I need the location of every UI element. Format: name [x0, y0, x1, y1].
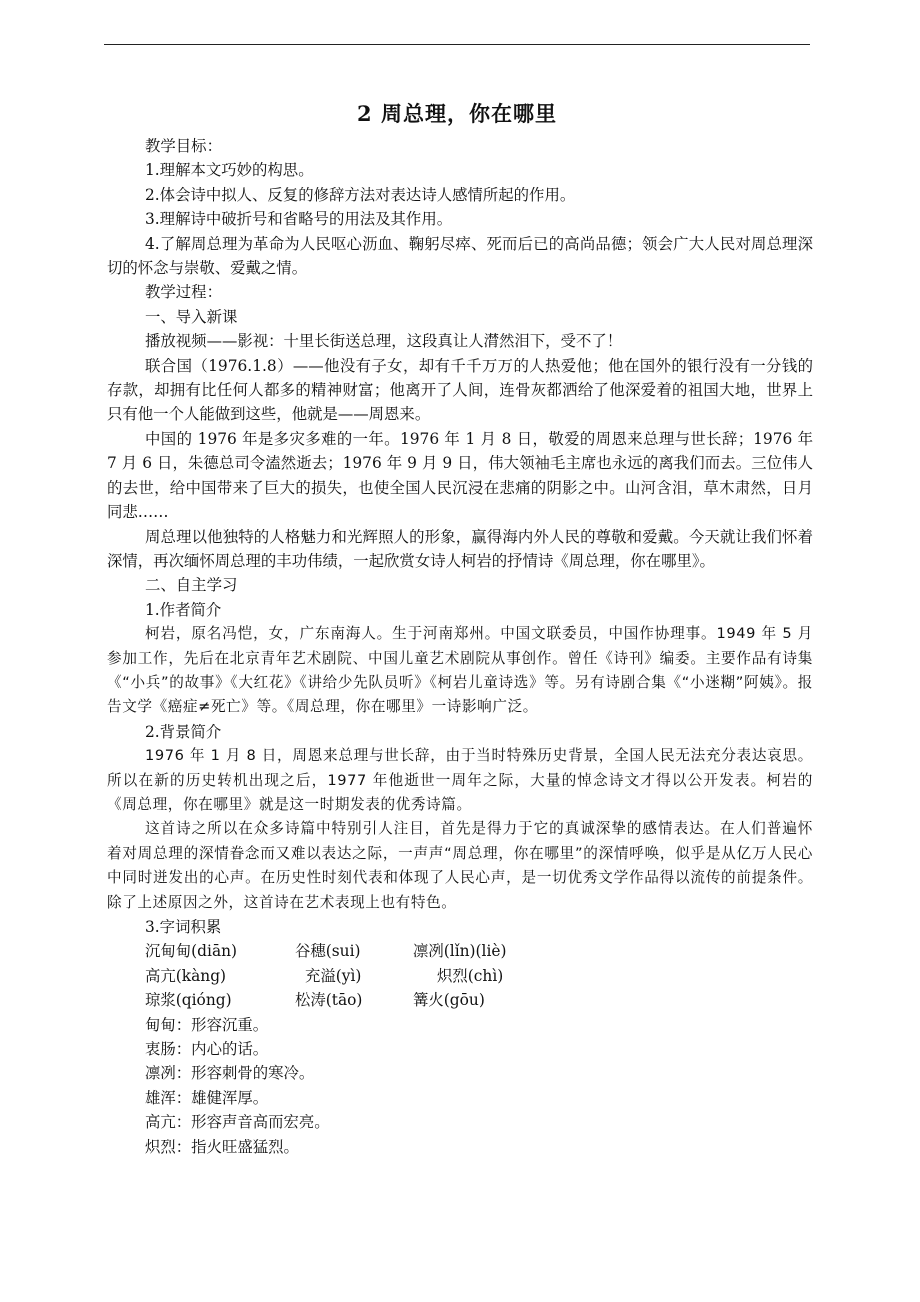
definition-item: 凛冽：形容刺骨的寒冷。 — [145, 1064, 315, 1083]
goal-item: 1.理解本文巧妙的构思。 — [145, 161, 314, 180]
vocab-word: 充溢(yì) — [305, 966, 362, 985]
vocab-word: 沉甸甸(diān) — [145, 942, 238, 961]
definition-item: 甸甸：形容沉重。 — [145, 1015, 269, 1034]
intro-paragraph: 播放视频——影视：十里长街送总理，这段真让人潸然泪下，受不了！ — [145, 332, 623, 351]
background-heading: 2.背景简介 — [145, 722, 222, 741]
intro-paragraph: 周总理以他独特的人格魅力和光辉照人的形象，赢得海内外人民的尊敬和爱戴。今天就让我们怀着深情，再次缅怀周总理的丰功伟绩，一起欣赏女诗人柯岩的抒情诗《周总理，你在哪里》。 — [107, 527, 813, 570]
vocab-row — [107, 939, 813, 963]
page-title: 2 周总理，你在哪里 — [357, 101, 557, 126]
vocab-word: 谷穗(sui) — [295, 942, 361, 961]
definition-item: 衷肠：内心的话。 — [145, 1040, 269, 1059]
background-paragraph: 1976 年 1 月 8 日，周恩来总理与世长辞，由于当时特殊历史背景，全国人民无法充分表达哀思。所以在新的历史转机出现之后，1977 年他逝世一周年之际，大量的悼念诗文才得以公开发表。柯岩的《周总理，你在哪里》就是这一时期发表的优秀诗篇。 — [107, 747, 813, 813]
goal-item: 2.体会诗中拟人、反复的修辞方法对表达诗人感情所起的作用。 — [145, 185, 576, 204]
section1-heading: 一、导入新课 — [145, 307, 238, 326]
process-heading: 教学过程： — [145, 283, 222, 302]
vocab-word: 篝火(gōu) — [413, 991, 485, 1010]
author-heading: 1.作者简介 — [145, 600, 222, 619]
background-paragraph: 这首诗之所以在众多诗篇中特别引人注目，首先是得力于它的真诚深挚的感情表达。在人们普遍怀着对周总理的深情眷念而又难以表达之际，一声声“周总理，你在哪里”的深情呼唤，似乎是从亿万人民心中同时迸发出的心声。在历史性时刻代表和体现了人民心声，是一切优秀文学作品得以流传的前提条件。除了上述原因之外，这首诗在艺术表现上也有特色。 — [107, 820, 813, 911]
intro-paragraph: 联合国（1976.1.8）——他没有子女，却有千千万万的人热爱他；他在国外的银行没有一分钱的存款，却拥有比任何人都多的精神财富；他离开了人间，连骨灰都洒给了他深爱着的祖国大地，世界上只有他一个人能做到这些，他就是——周恩来。 — [107, 356, 813, 424]
author-paragraph: 柯岩，原名冯恺，女，广东南海人。生于河南郑州。中国文联委员，中国作协理事。1949 年 5 月参加工作，先后在北京青年艺术剧院、中国儿童艺术剧院从事创作。曾任《诗刊》编委。主要作品有诗集《“小兵”的故事》《大红花》《讲给少先队员听》《柯岩儿童诗选》等。另有诗剧合集《“小迷糊”阿姨》。报告文学《癌症≠死亡》等。《周总理，你在哪里》一诗影响广泛。 — [107, 625, 813, 716]
vocab-row — [107, 988, 813, 1012]
document-body — [107, 134, 813, 1159]
vocab-word: 高亢(kàng) — [145, 966, 227, 985]
intro-paragraph: 中国的 1976 年是多灾多难的一年。1976 年 1 月 8 日，敬爱的周恩来总理与世长辞；1976 年 7 月 6 日，朱德总司令溘然逝去；1976 年 9 月 9 日，伟大领袖毛主席也永远的离我们而去。三位伟人的去世，给中国带来了巨大的损失，也使全国人民沉浸在悲痛的阴影之中。山河含泪，草木肃然，日月同悲…… — [107, 429, 813, 522]
vocab-row — [107, 964, 813, 988]
section2-heading: 二、自主学习 — [145, 576, 238, 595]
vocab-word: 松涛(tāo) — [295, 991, 363, 1010]
vocab-word: 炽烈(chì) — [437, 966, 504, 985]
vocab-heading: 3.字词积累 — [145, 918, 222, 936]
goal-item: 4.了解周总理为革命为人民呕心沥血、鞠躬尽瘁、死而后已的高尚品德；领会广大人民对周总理深切的怀念与崇敬、爱戴之情。 — [107, 234, 813, 278]
definition-item: 高亢：形容声音高而宏亮。 — [145, 1113, 330, 1132]
goal-item: 3.理解诗中破折号和省略号的用法及其作用。 — [145, 210, 453, 229]
definition-item: 炽烈：指火旺盛猛烈。 — [145, 1137, 299, 1156]
vocab-word: 凛冽(lǐn)(liè) — [413, 942, 507, 961]
goals-heading: 教学目标： — [145, 137, 222, 155]
definition-item: 雄浑：雄健浑厚。 — [145, 1088, 269, 1107]
header-rule — [104, 44, 810, 45]
vocab-word: 琼浆(qióng) — [145, 991, 232, 1010]
